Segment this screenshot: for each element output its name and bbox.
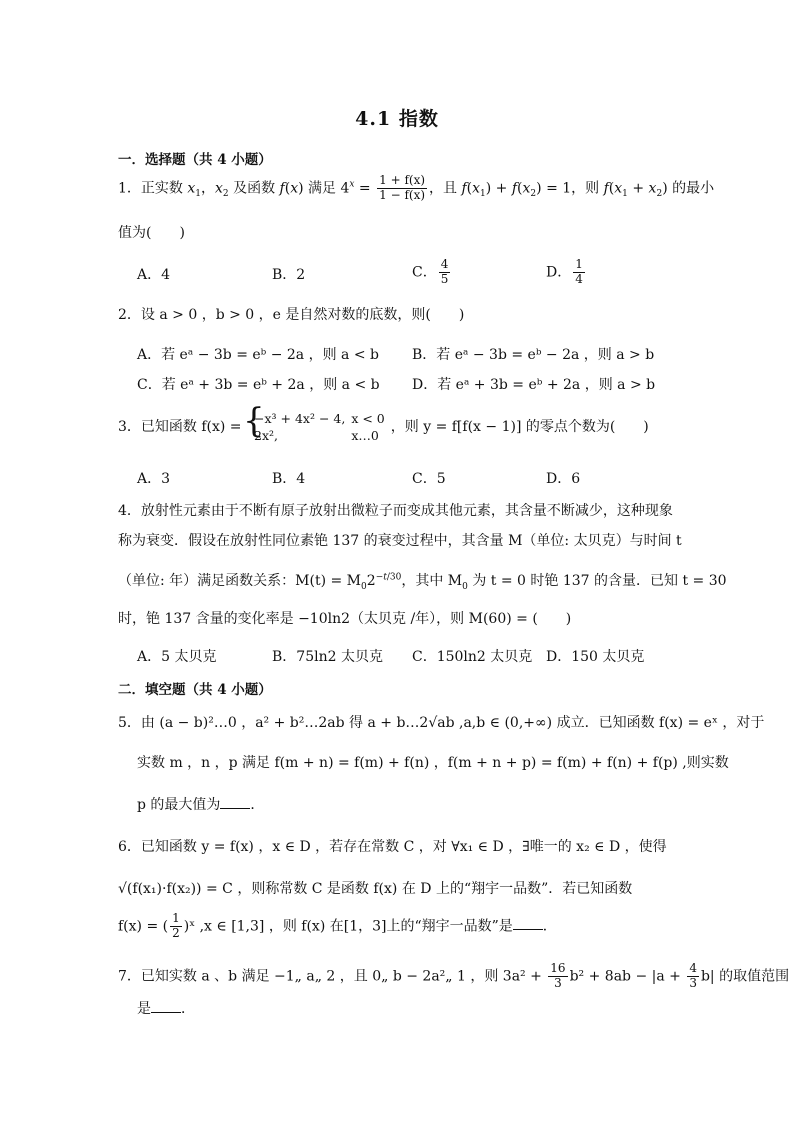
question-4-line-3: （单位: 年）满足函数关系：$M(t) = M_02^{-t/30}$，其中 $M_0$ 为 t = 0 时铯 137 的含量．已知 t = 30 [118,572,727,592]
page-title: 4.1 指数 [355,108,439,130]
section-heading-choice: 一．选择题（共 4 小题） [118,152,272,168]
question-5-line-1: 5．由 (a − b)²…0 ，a² + b²…2ab 得 a + b…2√ab ,a,b ∈ (0,+∞) 成立．已知函数 f(x) = eˣ ，对于 [118,715,765,731]
q1-option-c: C． $\frac{4}{5}$ [412,257,449,286]
q4-option-a: A．5 太贝克 [137,649,217,665]
answer-blank [220,798,250,809]
section-heading-fill: 二．填空题（共 4 小题） [118,682,272,698]
q4-option-d: D．150 太贝克 [546,649,645,665]
question-1-line-2: 值为( ) [118,225,185,241]
q4-option-c: C．150ln2 太贝克 [412,649,533,665]
q1-option-a: A．4 [137,267,171,283]
answer-blank [513,919,543,930]
q3-option-c: C．5 [412,471,446,487]
question-7-line-1: 7．已知实数 a 、b 满足 −1„ a„ 2 ，且 0„ b − 2a²„ 1 ，则 3a² + $\frac{16}{3}$ b² + 8ab − |a + $\frac{4}{3}$ b| 的取值范围 [118,961,790,990]
piecewise-function: { −x³ + 4x² − 4, x < 0 2x², x…0 [246,410,391,444]
q2-option-c: C．若 eᵃ + 3b = eᵇ + 2a ，则 a < b [137,377,380,393]
q3-option-d: D．6 [546,471,581,487]
q3-option-b: B．4 [272,471,306,487]
question-3: 3．已知函数 f(x) = { −x³ + 4x² − 4, x < 0 2x², x…0 ，则 y = f[f(x − 1)] 的零点个数为( ) [118,410,649,444]
q2-option-a: A．若 eᵃ − 3b = eᵇ − 2a ，则 a < b [137,347,379,363]
q2-option-b: B．若 eᵃ − 3b = eᵇ − 2a ，则 a > b [412,347,655,363]
question-7-line-2: 是 ． [137,1001,195,1017]
question-6-line-1: 6．已知函数 y = f(x) ，x ∈ D ，若存在常数 C ，对 ∀x₁ ∈ D ，∃唯一的 x₂ ∈ D ，使得 [118,839,667,855]
question-6-line-3: f(x) = ( $\frac{1}{2}$ )ˣ ,x ∈ [1,3] ，则 f(x) 在[1，3]上的“翔宇一品数”是 ． [118,911,557,940]
question-2: 2．设 a > 0 ，b > 0 ，e 是自然对数的底数，则( ) [118,307,465,323]
question-1: 1．正实数 $x_1$，$x_2$ 及函数 f(x) 满足 $4^x$ = $\frac{1 + f(x)}{1 - f(x)}$ ，且 $f(x_1) + f(x_2) = 1$，则 $f(x_1 + x_2)$ 的最小 [118,173,715,202]
q1-option-d: D． $\frac{1}{4}$ [546,257,583,286]
q2-option-d: D．若 eᵃ + 3b = eᵇ + 2a ，则 a > b [412,377,656,393]
q3-option-a: A．3 [137,471,171,487]
question-5-line-3: p 的最大值为 ． [137,797,265,813]
answer-blank [151,1002,181,1013]
question-6-line-2: √(f(x₁)·f(x₂)) = C ，则称常数 C 是函数 f(x) 在 D 上的“翔宇一品数”．若已知函数 [118,881,633,897]
q1-option-b: B．2 [272,267,306,283]
fraction: $\frac{1 + f(x)}{1 - f(x)}$ [379,173,426,202]
question-4-line-1: 4．放射性元素由于不断有原子放射出微粒子而变成其他元素，其含量不断减少，这种现象 [118,503,673,519]
q4-option-b: B．75ln2 太贝克 [272,649,383,665]
question-4-line-2: 称为衰变．假设在放射性同位素铯 137 的衰变过程中，其含量 M（单位: 太贝克）与时间 t [118,533,682,549]
question-5-line-2: 实数 m ，n ，p 满足 f(m + n) = f(m) + f(n) ，f(m + n + p) = f(m) + f(n) + f(p) ,则实数 [137,755,729,771]
question-4-line-4: 时，铯 137 含量的变化率是 −10ln2（太贝克 /年），则 M(60) = ( ) [118,611,572,627]
